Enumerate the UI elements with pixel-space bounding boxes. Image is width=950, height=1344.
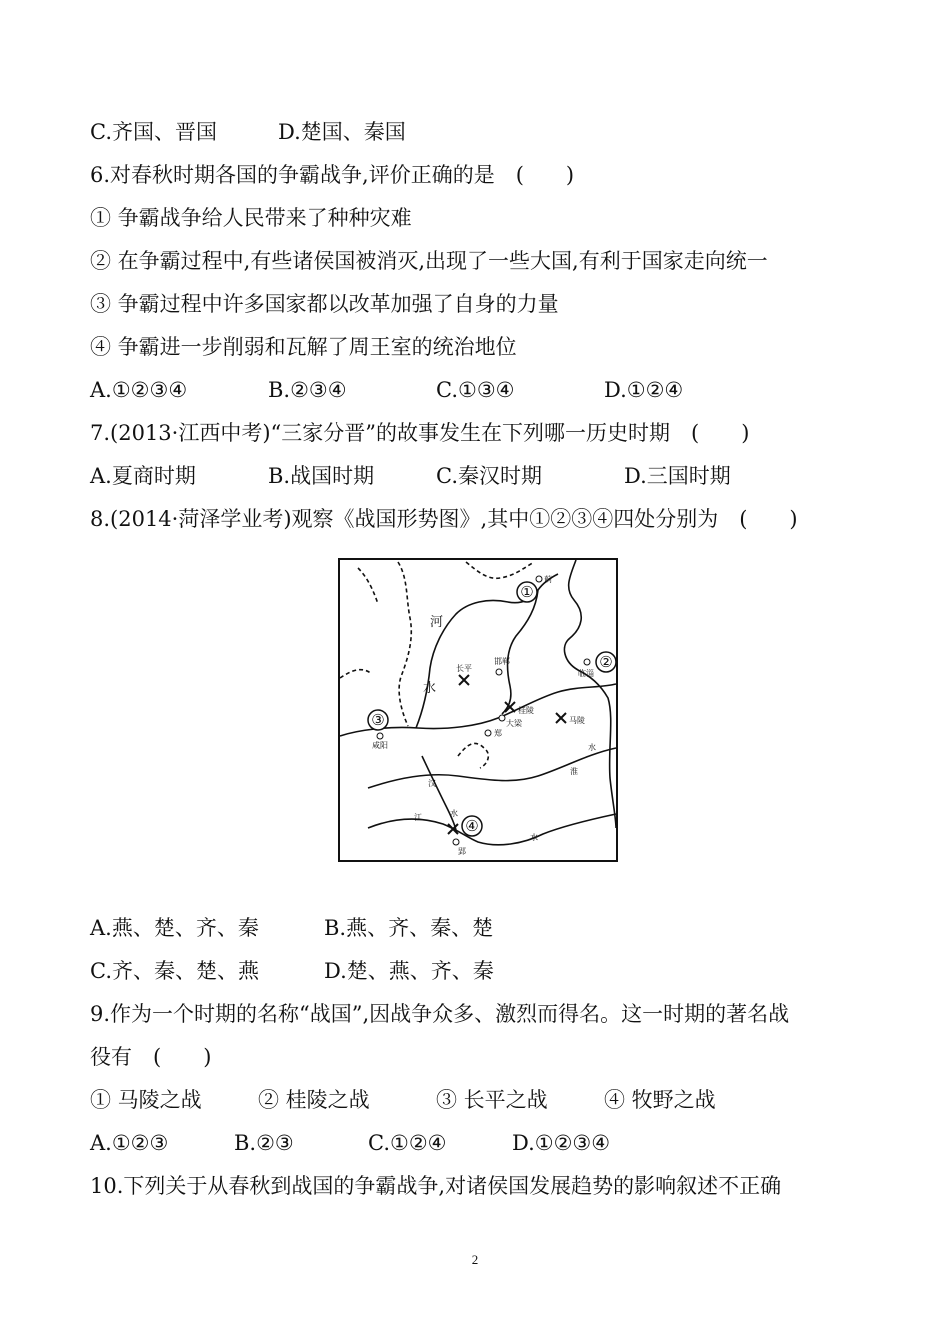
city-xianyang: 咸阳: [372, 741, 388, 750]
q7-option-b: B.战国时期: [268, 464, 375, 488]
q7-option-c: C.秦汉时期: [436, 464, 542, 488]
q6-option-d: D.①②④: [604, 378, 684, 402]
q8-option-c: C.齐、秦、楚、燕: [90, 959, 259, 983]
q6-option-c: C.①③④: [436, 378, 515, 402]
q9-stem-line1: 9.作为一个时期的名称“战国”,因战争众多、激烈而得名。这一时期的著名战: [90, 1002, 790, 1026]
q6-option-a: A.①②③④: [90, 378, 188, 402]
page-number: 2: [471, 1252, 479, 1267]
q6-item-1: ① 争霸战争给人民带来了种种灾难: [90, 206, 412, 230]
q9-option-a: A.①②③: [90, 1131, 169, 1155]
q5-option-c: C.齐国、晋国: [90, 120, 217, 144]
map-marker-3: ③: [371, 711, 385, 729]
q9-option-c: C.①②④: [368, 1131, 447, 1155]
map-marker-1: ①: [520, 583, 534, 601]
city-linzi: 临淄: [578, 669, 594, 678]
q6-item-3: ③ 争霸过程中许多国家都以改革加强了自身的力量: [90, 292, 559, 316]
q6-option-b: B.②③④: [268, 378, 347, 402]
map-marker-4: ④: [465, 817, 479, 835]
river-label-jiang: 江: [414, 813, 422, 822]
battle-maling: 马陵: [569, 716, 585, 725]
river-label-huai: 淮: [570, 767, 578, 776]
city-ying: 郢: [458, 847, 466, 856]
river-label-shui4: 水: [530, 833, 538, 842]
q8-option-b: B.燕、齐、秦、楚: [324, 916, 494, 940]
q10-stem: 10.下列关于从春秋到战国的争霸战争,对诸侯国发展趋势的影响叙述不正确: [90, 1174, 782, 1198]
warring-states-map: [338, 558, 618, 862]
battle-guiling: 桂陵: [518, 706, 534, 715]
map-marker-2: ②: [599, 653, 613, 671]
river-label-shui: 水: [423, 681, 437, 696]
city-handan: 邯郸: [494, 657, 510, 666]
q9-option-b: B.②③: [234, 1131, 294, 1155]
q6-item-4: ④ 争霸进一步削弱和瓦解了周王室的统治地位: [90, 335, 517, 359]
q9-item-2: ② 桂陵之战: [258, 1088, 370, 1112]
q7-stem: 7.(2013·江西中考)“三家分晋”的故事发生在下列哪一历史时期 ( ): [90, 421, 750, 445]
q8-option-a: A.燕、楚、齐、秦: [90, 916, 259, 940]
river-label-han: 汉: [428, 779, 436, 788]
river-label-shui2: 水: [450, 809, 458, 818]
river-label-shui3: 水: [588, 743, 596, 752]
q9-option-d: D.①②③④: [512, 1131, 611, 1155]
q9-item-1: ① 马陵之战: [90, 1088, 202, 1112]
q9-stem-line2: 役有 ( ): [90, 1045, 212, 1069]
battle-changping: 长平: [456, 664, 472, 673]
q6-stem: 6.对春秋时期各国的争霸战争,评价正确的是 ( ): [90, 163, 575, 187]
city-ji: 蓟: [544, 575, 552, 584]
city-zheng: 郑: [494, 729, 502, 738]
q7-option-d: D.三国时期: [624, 464, 731, 488]
river-label-he: 河: [430, 615, 444, 630]
q5-option-d: D.楚国、秦国: [278, 120, 406, 144]
city-daliang: 大梁: [506, 719, 522, 728]
q9-item-4: ④ 牧野之战: [604, 1088, 716, 1112]
q7-option-a: A.夏商时期: [90, 464, 196, 488]
q8-stem: 8.(2014·菏泽学业考)观察《战国形势图》,其中①②③④四处分别为 ( ): [90, 507, 798, 531]
q8-option-d: D.楚、燕、齐、秦: [324, 959, 494, 983]
q9-item-3: ③ 长平之战: [436, 1088, 548, 1112]
q6-item-2: ② 在争霸过程中,有些诸侯国被消灭,出现了一些大国,有利于国家走向统一: [90, 249, 768, 273]
